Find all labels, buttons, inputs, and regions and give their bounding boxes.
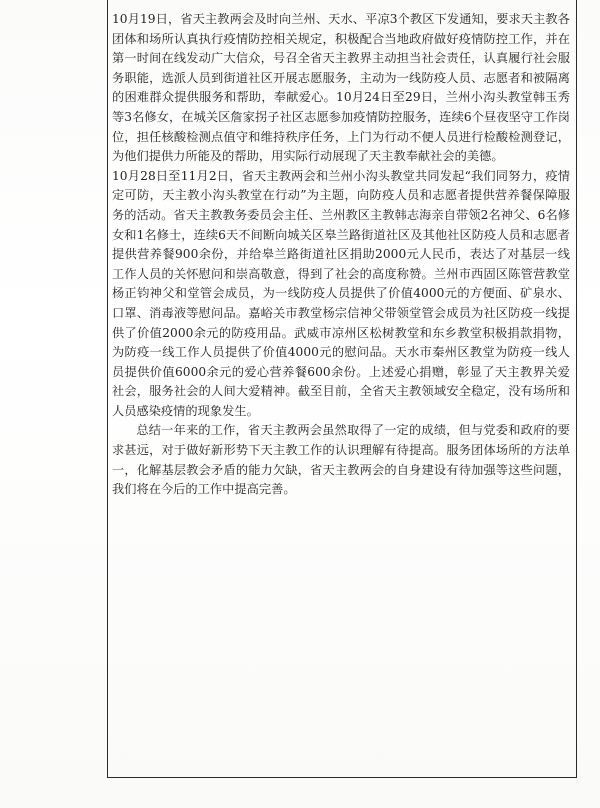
paragraph-summary: 总结一年来的工作，省天主教两会虽然取得了一定的成绩，但与党委和政府的要求甚远，对于做好新形势下天主教工作的认识理解有待提高。服务团体场所的方法单一，化解基层教会矛盾的能力欠缺，省天主教两会的自身建设有待加强等这些问题，我们将在今后的工作中提高完善。 xyxy=(112,423,570,497)
table-frame xyxy=(107,0,577,778)
paragraph-donations: 10月28日至11月2日，省天主教两会和兰州小沟头教堂共同发起“我们同努力，疫情定可防，天主教小沟头教堂在行动”为主题，向防疫人员和志愿者提供营养餐保障服务的活动。省天主教教务委员会主任、兰州教区主教韩志海亲自带领2名神父、6名修女和1名修士，连续6天不间断向城关区皋兰路街道社区及其他社区防疫人员和志愿者提供营养餐900余份，并给皋兰路街道社区捐助2000元人民币，表达了对基层一线工作人员的关怀慰问和崇高敬意，得到了社会的高度称赞。兰州市西固区陈管营教堂杨正钧神父和堂管会成员，为一线防疫人员提供了价值4000元的方便面、矿泉水、口罩、消毒液等慰问品。嘉峪关市教堂杨宗信神父带领堂管会成员为社区防疫一线提供了价值2000余元的防疫用品。武威市凉州区松树教堂和东乡教堂积极捐款捐物，为防疫一线工作人员提供了价值4000元的慰问品。天水市秦州区教堂为防疫一线人员提供价值6000余元的爱心营养餐600余份。上述爱心捐赠，彰显了天主教界关爱社会，服务社会的人间大爱精神。截至目前，全省天主教领域安全稳定，没有场所和人员感染疫情的现象发生。 xyxy=(112,168,570,418)
document-body xyxy=(112,10,570,500)
paragraph-volunteer-service: 10月19日，省天主教两会及时向兰州、天水、平凉3个教区下发通知，要求天主教各团体和场所认真执行疫情防控相关规定，积极配合当地政府做好疫情防控工作，并在第一时间在线发动广大信众，号召全省天主教界主动担当社会责任，认真履行社会服务职能，选派人员到街道社区开展志愿服务，主动为一线防疫人员、志愿者和被隔离的困难群众提供服务和帮助，奉献爱心。10月24日至29日，兰州小沟头教堂韩玉秀等3名修女，在城关区詹家拐子社区志愿参加疫情防控服务，连续6个昼夜坚守工作岗位，担任核酸检测点值守和维持秩序任务，上门为行动不便人员进行检酸检测登记，为他们提供力所能及的帮助，用实际行动展现了天主教奉献社会的美德。 xyxy=(112,12,570,164)
